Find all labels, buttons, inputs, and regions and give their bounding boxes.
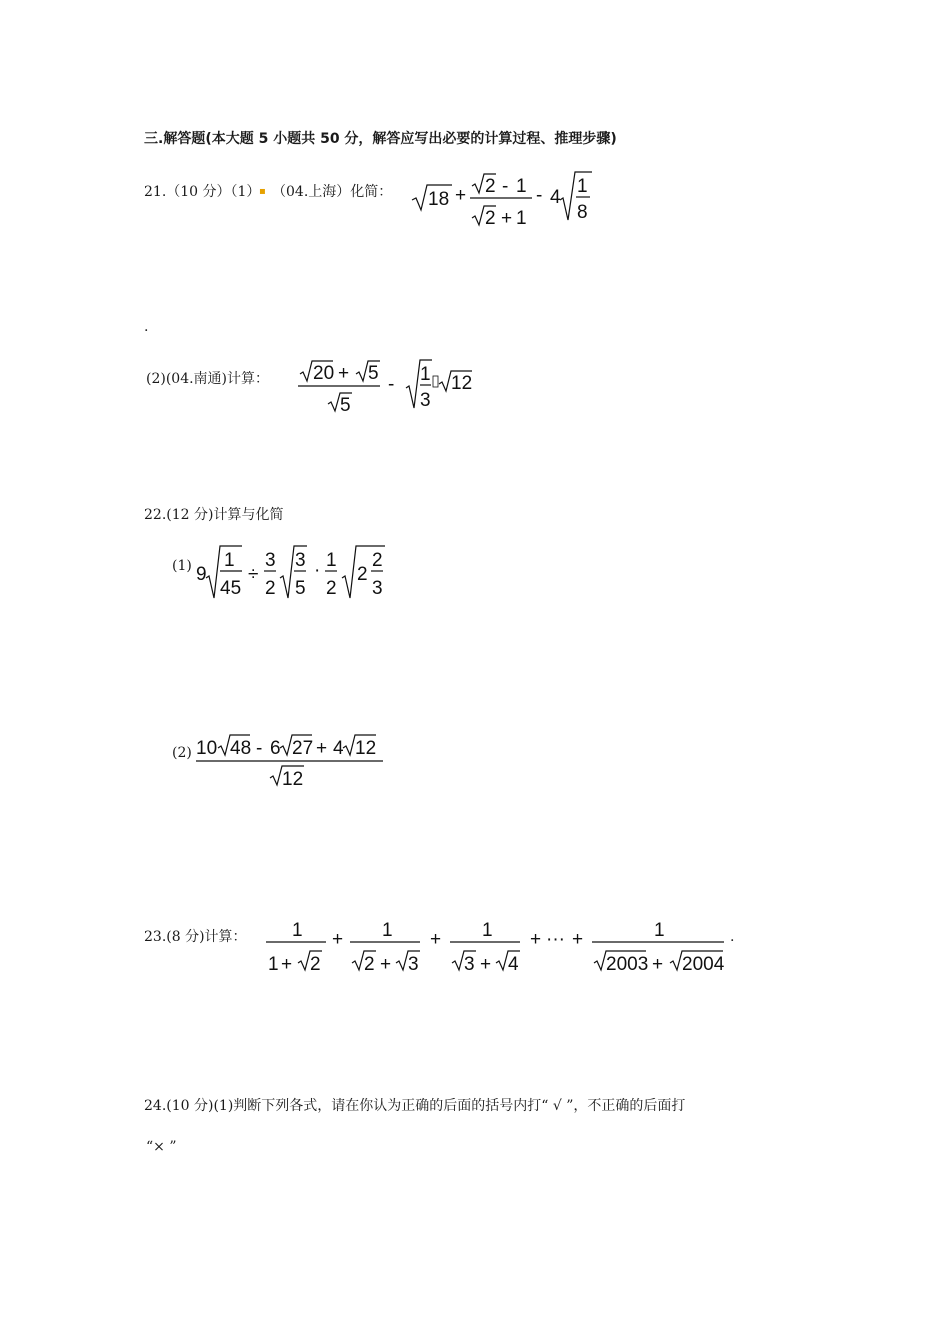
svg-text:2: 2: [310, 954, 321, 975]
svg-text:1: 1: [654, 920, 665, 941]
svg-text:2: 2: [485, 208, 496, 229]
q23-expression: [262, 914, 742, 984]
svg-text:12: 12: [355, 738, 377, 759]
svg-text:12: 12: [282, 769, 304, 790]
q22-part2-expression: [194, 730, 389, 796]
q24-line1: 24.(10 分)(1)判断下列各式，请在你认为正确的后面的括号内打“ √ ”，不正确的后面打: [144, 1098, 686, 1114]
svg-text:3: 3: [265, 550, 276, 571]
q21-expression: [410, 170, 600, 236]
q21-source: （04.上海）化简：: [272, 184, 393, 200]
svg-text:3: 3: [408, 954, 419, 975]
svg-text:-: -: [388, 374, 395, 395]
svg-text:÷: ÷: [248, 564, 259, 585]
svg-text:6: 6: [270, 738, 281, 759]
svg-text:1: 1: [382, 920, 393, 941]
svg-text:4: 4: [333, 738, 344, 759]
svg-text:8: 8: [577, 202, 588, 223]
q24-line2: “× ”: [146, 1139, 177, 1155]
svg-text:+: +: [281, 954, 293, 975]
q22-part1-label: (1): [172, 558, 192, 574]
svg-text:12: 12: [451, 373, 473, 394]
svg-text:9: 9: [196, 564, 207, 585]
svg-text:+: +: [316, 738, 328, 759]
svg-text:1: 1: [516, 176, 527, 197]
svg-text:48: 48: [230, 738, 252, 759]
svg-text:2: 2: [265, 578, 276, 599]
svg-text:3: 3: [420, 390, 431, 411]
svg-text:27: 27: [292, 738, 314, 759]
svg-text:+: +: [572, 929, 584, 950]
svg-text:+: +: [430, 929, 442, 950]
q22-label: 22.(12 分)计算与化简: [144, 507, 284, 523]
svg-text:4: 4: [508, 954, 519, 975]
svg-text:2: 2: [485, 176, 496, 197]
svg-text:+: +: [530, 929, 542, 950]
svg-text:1: 1: [292, 920, 303, 941]
q23-end: .: [730, 929, 735, 945]
svg-text:···: ···: [546, 929, 565, 950]
q21-part2-expression: [296, 356, 481, 424]
svg-text:+: +: [455, 185, 467, 206]
svg-text:2: 2: [357, 564, 368, 585]
svg-text:10: 10: [196, 738, 218, 759]
q21-mark: ▪: [259, 186, 266, 197]
svg-text:2004: 2004: [682, 954, 725, 975]
svg-text:20: 20: [313, 363, 335, 384]
svg-text:·: ·: [314, 560, 321, 581]
svg-text:3: 3: [372, 578, 383, 599]
svg-text:1: 1: [268, 954, 279, 975]
svg-text:5: 5: [295, 578, 306, 599]
q22-part2-label: (2): [172, 745, 192, 761]
svg-text:1: 1: [577, 176, 588, 197]
svg-text:2003: 2003: [606, 954, 649, 975]
svg-text:-: -: [256, 738, 263, 759]
section-heading: 三.解答题(本大题 5 小题共 50 分，解答应写出必要的计算过程、推理步骤): [144, 131, 617, 147]
q21-label: 21.（10 分）（1）: [144, 184, 261, 200]
svg-text:3: 3: [295, 550, 306, 571]
svg-text:2: 2: [364, 954, 375, 975]
q22-part1-expression: [196, 540, 396, 610]
svg-text:-: -: [536, 185, 543, 206]
svg-text:4: 4: [550, 187, 561, 208]
q21-part2-label: (2)(04.南通)计算：: [146, 371, 270, 387]
svg-text:+: +: [501, 208, 513, 229]
svg-text:1: 1: [420, 364, 431, 385]
svg-text:45: 45: [220, 578, 242, 599]
q23-label: 23.(8 分)计算：: [144, 929, 247, 945]
svg-text:1: 1: [224, 550, 235, 571]
svg-text:+: +: [332, 929, 344, 950]
svg-text:1: 1: [482, 920, 493, 941]
svg-text:18: 18: [428, 189, 450, 210]
svg-text:1: 1: [516, 208, 527, 229]
svg-text:-: -: [502, 176, 509, 197]
svg-text:5: 5: [368, 363, 379, 384]
svg-text:2: 2: [372, 550, 383, 571]
svg-text:+: +: [338, 363, 350, 384]
svg-text:3: 3: [464, 954, 475, 975]
svg-text:5: 5: [340, 395, 351, 416]
svg-text:+: +: [652, 954, 664, 975]
svg-text:+: +: [480, 954, 492, 975]
svg-text:+: +: [380, 954, 392, 975]
q21-trailing-dot: .: [144, 319, 149, 335]
svg-text:1: 1: [326, 550, 337, 571]
svg-text:2: 2: [326, 578, 337, 599]
